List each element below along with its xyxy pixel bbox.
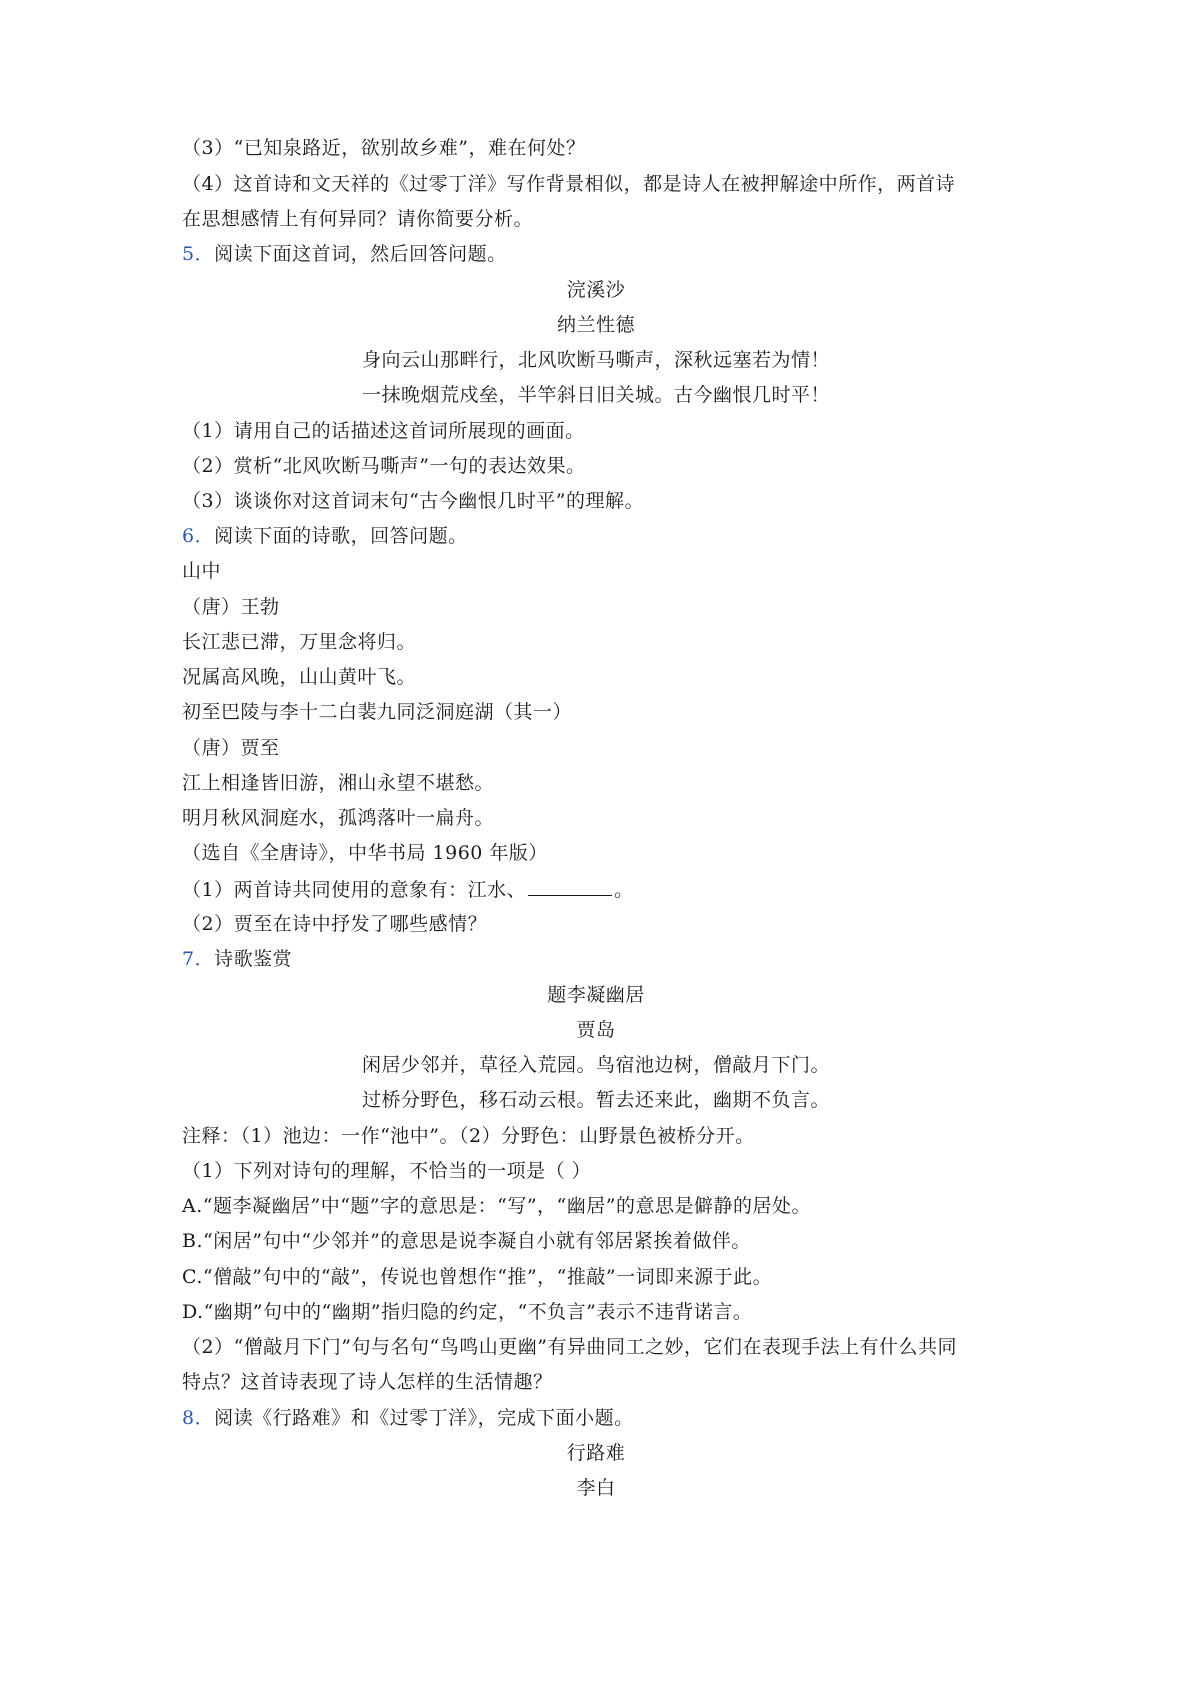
- question-4-3: （3）“已知泉路近，欲别故乡难”，难在何处？: [182, 137, 586, 159]
- annotation: 注释：（1）池边：一作“池中”。（2）分野色：山野景色被桥分开。: [182, 1125, 755, 1147]
- poem-line: 江上相逢皆旧游，湘山永望不堪愁。: [182, 772, 495, 794]
- poem-line: 明月秋风洞庭水，孤鸿落叶一扁舟。: [182, 807, 495, 829]
- poem-author: 纳兰性德: [556, 314, 635, 336]
- poem-line: 一抹晚烟荒戍垒，半竿斜日旧关城。古今幽恨几时平！: [361, 384, 830, 406]
- question-number: 6．: [182, 525, 215, 547]
- question-7-2-line2: 特点？这首诗表现了诗人怎样的生活情趣？: [182, 1371, 553, 1393]
- poem-author: 李白: [576, 1477, 616, 1499]
- question-number: 8．: [182, 1407, 215, 1429]
- question-4-4-line1: （4）这首诗和文天祥的《过零丁洋》写作背景相似，都是诗人在被押解途中所作，两首诗: [182, 173, 956, 195]
- question-6-heading: 6．阅读下面的诗歌，回答问题。: [182, 525, 468, 547]
- poem-line: 况属高风晚，山山黄叶飞。: [182, 666, 417, 688]
- poem-title: 浣溪沙: [566, 279, 626, 301]
- option-a: A.“题李凝幽居”中“题”字的意思是：“写”，“幽居”的意思是僻静的居处。: [182, 1195, 811, 1217]
- option-b: B.“闲居”句中“少邻并”的意思是说李凝自小就有邻居紧挨着做伴。: [182, 1230, 751, 1252]
- poem-line: 身向云山那畔行，北风吹断马嘶声，深秋远塞若为情！: [361, 349, 830, 371]
- question-8-heading: 8．阅读《行路难》和《过零丁洋》，完成下面小题。: [182, 1407, 634, 1429]
- poem-author: （唐）贾至: [182, 737, 280, 759]
- question-5-heading: 5．阅读下面这首词，然后回答问题。: [182, 243, 507, 265]
- option-c: C.“僧敲”句中的“敲”，传说也曾想作“推”，“推敲”一词即来源于此。: [182, 1266, 773, 1288]
- poem-author: 贾岛: [576, 1019, 616, 1041]
- poem-line: 闲居少邻并，草径入荒园。鸟宿池边树，僧敲月下门。: [361, 1054, 830, 1076]
- question-5-1: （1）请用自己的话描述这首词所展现的画面。: [182, 420, 585, 442]
- question-6-2: （2）贾至在诗中抒发了哪些感情？: [182, 913, 488, 935]
- source-note: （选自《全唐诗》，中华书局 1960 年版）: [182, 842, 548, 864]
- poem-title: 行路难: [566, 1442, 626, 1464]
- question-6-1: （1）两首诗共同使用的意象有：江水、 。: [182, 879, 634, 901]
- poem-title: 初至巴陵与李十二白裴九同泛洞庭湖（其一）: [182, 701, 573, 723]
- poem-line: 长江悲已滞，万里念将归。: [182, 631, 417, 653]
- answer-blank[interactable]: [528, 877, 612, 896]
- question-number: 5．: [182, 243, 215, 265]
- poem-author: （唐）王勃: [182, 596, 280, 618]
- question-5-2: （2）赏析“北风吹断马嘶声”一句的表达效果。: [182, 455, 586, 477]
- question-number: 7．: [182, 948, 215, 970]
- question-7-2-line1: （2）“僧敲月下门”句与名句“鸟鸣山更幽”有异曲同工之妙，它们在表现手法上有什么共同: [182, 1336, 957, 1358]
- poem-title: 山中: [182, 560, 222, 582]
- question-5-3: （3）谈谈你对这首词末句“古今幽恨几时平”的理解。: [182, 490, 645, 512]
- question-7-heading: 7．诗歌鉴赏: [182, 948, 293, 970]
- option-d: D.“幽期”句中的“幽期”指归隐的约定，“不负言”表示不违背诺言。: [182, 1301, 753, 1323]
- poem-line: 过桥分野色，移石动云根。暂去还来此，幽期不负言。: [361, 1089, 830, 1111]
- poem-title: 题李凝幽居: [547, 984, 645, 1006]
- question-4-4-line2: 在思想感情上有何异同？请你简要分析。: [182, 208, 534, 230]
- question-7-1: （1）下列对诗句的理解，不恰当的一项是（ ）: [182, 1160, 592, 1182]
